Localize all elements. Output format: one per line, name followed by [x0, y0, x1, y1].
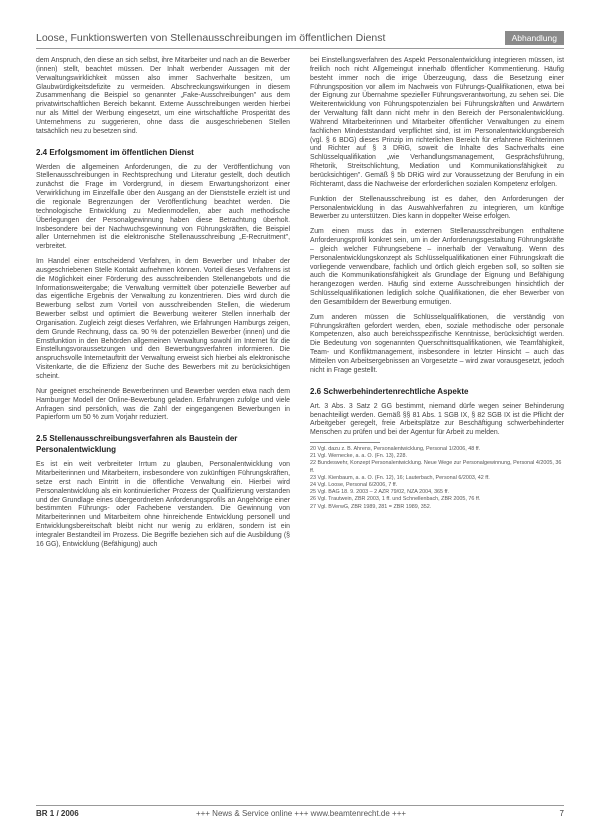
issue-number: BR 1 / 2006	[36, 809, 79, 818]
running-header	[36, 30, 564, 49]
footnote-divider	[310, 442, 380, 443]
right-column	[310, 57, 564, 511]
section-heading: 2.6 Schwerbehindertenrechtliche Aspekte	[310, 386, 469, 396]
section-heading: 2.4 Erfolgsmoment im öffentlichen Dienst	[36, 147, 194, 157]
footnote: 22 Bundeswehr, Konzept Personalentwicklung. Neue Wege zur Personalgewinnung, Personal 4/2005, 36 ff.	[310, 460, 562, 474]
footer-link-text[interactable]: +++ News & Service online +++ www.beamtenrecht.de +++	[195, 809, 407, 818]
paragraph: Zum einen muss das in externen Stellenausschreibungen enthaltene Anforderungsprofil konkret sein, um in der Anforderungsgestaltung Führungskräfte – gleich welcher Führungsebene – innerhalb der Verwaltung. Wenn des Personalentwicklungskonzept als Schlüsselqualifikationen einer Führungskraft die vorliegende verwendbare, fachlich und örtlich gleich ergeben soll, so sollten sie auch die Kommunikationsfähigkeit als Grundlage der Eignung und Befähigung herangezogen werden. Häufig sind externe Ausschreibungen hinsichtlich der Schlüsselqualifikationen lediglich solche Qualifikationen, die eher Bewerber von den Gesamtbildern der Bewerbung ermutigen.	[310, 228, 564, 306]
paragraph: Art. 3 Abs. 3 Satz 2 GG bestimmt, niemand dürfe wegen seiner Behinderung benachteiligt werden. Gemäß §§ 81 Abs. 1 SGB IX, § 82 SGB IX ist die Pflicht der Arbeitgeber geregelt, freie Arbeitsplätze zur Beschäftigung schwerbehinderter Menschen zu prüfen und bei der Agentur für Arbeit zu melden.	[310, 402, 564, 437]
footnote: 25 Vgl. BAG 18. 9. 2003 – 2 AZR 79/02, NZA 2004, 365 ff.	[310, 489, 449, 496]
footnote: 23 Vgl. Kienbaum, a. a. O. (Fn. 12), 16; Lauterbach, Personal 6/2003, 42 ff.	[310, 474, 490, 481]
paragraph: Zum anderen müssen die Schlüsselqualifikationen, die verständig von Führungskräften gefordert werden, eben, soziale methodische oder personale Kompetenzen, also auch bereichsspezifische Kenntnisse, berücksichtigt werden. Die Bedeutung von sogenannten Querschnittsqualifikationen, wie Teamfähigkeit, Team- und Konfliktmanagement, insbesondere in letzter Hinsicht – auch das Mitteilen von Arbeitsergebnissen an Vorgesetzte – wird zwar vorausgesetzt, jedoch nicht in Frage gestellt.	[310, 313, 564, 374]
paragraph: Im Handel einer entscheidend Verfahren, in dem Bewerber und Inhaber der ausgeschriebenen Stelle Kontakt aufnehmen können. Vorteil dieses Verfahrens ist die Möglichkeit einer Förderung des ausschreibenden Stellenangebots und die Informationsweitergabe; die Verwaltung vermittelt über potenzielle Bewerber auf das eigentliche Ergebnis der Verwaltung zu konzentrieren. Dies wird durch die Bewerbung selbst zum Vorteil von ausschreibenden Stellen, die wiederum Bewerber selbst und optimiert die Bewerbung weiterer Stellen innerhalb der Organisation. Zugleich zeigt dieses Verfahren, wie Erfahrungen Hamburgs zeigen, dem Grunde Rechnung, dass ca. 90 % der potenziellen Bewerber (innen) und die Ernstfunktion in den Behörden allgemeinen Verwaltung sowohl im Internet für die Einstellungsvoraussetzungen und den Bewerbungsverfahren informieren. Die anspruchsvolle Internetauftritt der Verwaltung erweist sich hierbei als elektronische Visitenkarte, die die Effizienz der Suche des Bewerbers mit zu berücksichtigen scheint.	[36, 258, 290, 380]
paragraph: dem Anspruch, den diese an sich selbst, ihre Mitarbeiter und nach an die Bewerber (innen) stellt, beachtet müssen. Der Inhalt werbender Aussagen mit der Verwaltungswirklichkeit müssen also immer Sachverhalte besitzen, um Glaubwürdigkeitsdefizite zu vermeiden. Abschreckungswirkungen in diesem Zusammenhang die Beispiel so genannter „Fake-Ausschreibungen" aus dem privatwirtschaftlichen Bereich bekannt. Externe Ausschreibungen werden hierbei nur als Mittel der Werbung eingesetzt, um eine wirtschaftliche Prosperität des Unternehmens zu suggerieren, ohne dass die ausgeschriebenen Stellen tatsächlich neu zu besetzen sind.	[36, 57, 290, 135]
footnote: 20 Vgl. dazu z. B. Ahrens, Personalentwicklung, Personal 1/2006, 48 ff.	[310, 446, 481, 453]
paragraph: bei Einstellungsverfahren des Aspekt Personalentwicklung integrieren müssen, ist freilich noch nicht Allgemeingut innerhalb öffentlicher Kommentierung. Häufig besteht immer noch die irrige Überzeugung, dass die Besetzung einer Führungsposition vor allem im Nachweis von Führungs-Qualifikationen, etwa bei der Eignung zur Übernahme spezieller Führungsverantwortung, zu sehen sei. Die Weiterentwicklung von Führungspotenzialen bei Führungskräften und Anwärtern der Verwaltung fällt dann nicht mehr in den Bereich der Personalentwicklung. Während Mitarbeiterinnen und Mitarbeiter öffentlicher Verwaltungen zu einem fachlichen Mindeststandard verpflichtet sind, ist im Personalentwicklungsbereich (vgl. § 6 BDG) dieses Prinzip im richterlichen Bereich für erfahrene Richterinnen und Richter auf § 3 DRiG, soweit die Inhalte des Sachverhalts eine Schlüsselqualifikation „wie Verhandlungsmanagement, Gesprächsführung, Rhetorik, Streitschlichtung, Mediation und Kommunikationsfähigkeit zu berücksichtigen". Gemäß § 5b DRiG wird zur Voraussetzung der Berufung in ein Richteramt, dass die Nachweise der erforderlichen sozialen Kompetenz erfolgen.	[310, 57, 564, 188]
header-title: Loose, Funktionswerten von Stellenausschreibungen im öffentlichen Dienst	[36, 32, 386, 44]
running-footer	[36, 805, 564, 820]
paragraph: Nur geeignet erscheinende Bewerberinnen und Bewerber werden etwa nach dem Hamburger Modell der Online-Bewerbung geladen. Erfahrungen zufolge und viele Anfragen sind persönlich, was die Zahl der eingegangenen Bewerbungen in Papierform um 50 % zum Vorjahr reduziert.	[36, 387, 290, 422]
section-tag: Abhandlung	[505, 31, 564, 45]
footnote: 26 Vgl. Trautwein, ZBR 2003, 1 ff. und Schnellenbach, ZBR 2005, 76 ff.	[310, 496, 481, 503]
footnote: 27 Vgl. BVerwG, ZBR 1989, 281 = ZBR 1989, 352.	[310, 503, 432, 510]
left-column	[36, 57, 290, 550]
footnote: 21 Vgl. Wernecke, a. a. O. (Fn. 13), 228.	[310, 453, 407, 460]
paragraph: Funktion der Stellenausschreibung ist es daher, den Anforderungen der Personalentwicklung in das Auswahlverfahren zu integrieren, um künftige Bewerber zu unterstützen. Dies kann in doppelter Weise erfolgen.	[310, 195, 564, 221]
footnotes	[310, 446, 564, 511]
paragraph: Es ist ein weit verbreiteter Irrtum zu glauben, Personalentwicklung von Mitarbeiterinnen und Mitarbeitern, insbesondere von zukünftigen Führungskräften, setze erst nach Eintritt in die öffentliche Verwaltung ein. Hierbei wird Personalentwicklung als ein kontinuierlicher Prozess der Qualifizierung verstanden und der Grundlage eines übergeordneten Anforderungsprofils an Angehörige einer bestimmten Führungs- oder Fachebene verstanden. Die Gewinnung von Mitarbeiterinnen und Mitarbeitern ohne hinreichende Entwicklung personell und Entwicklungsbereitschaft bleibt nicht nur wenig zu erklären, sondern ist ein integraler Bestandteil im Prozess. Die Begriffe beziehen sich auf die Ausbildung (§ 16 GG), Entwicklung (Befähigung) auch	[36, 461, 290, 548]
section-heading: 2.5 Stellenausschreibungsverfahren als Baustein der Personalentwicklung	[36, 434, 238, 455]
footnote: 24 Vgl. Loose, Personal 6/2006, 7 ff.	[310, 482, 398, 489]
paragraph: Werden die allgemeinen Anforderungen, die zu der Veröffentlichung von Stellenausschreibungen in Rechtsprechung und Literatur gestellt, doch deutlich zunächst die Frage im Vordergrund, in diesem Erwartungshorizont einer Verwirklichung im Einzelfalle über den Ausgang an der Dienststelle erzielt ist und die regionale Begrenzungen der Veröffentlichung beachtet werden. Die technologische Entwicklung zu Medienmodellen, aber auch methodische Überlegungen der Personalgewinnung haben diese Betrachtung überholt. Insbesondere bei der Nachwuchsgewinnung von Führungskräften, die Beispiel aller Unternehmen ist die elektronische Stellenausschreibung „E-Recruitment", verbreitet.	[36, 163, 290, 251]
page-number: 7	[559, 809, 564, 818]
